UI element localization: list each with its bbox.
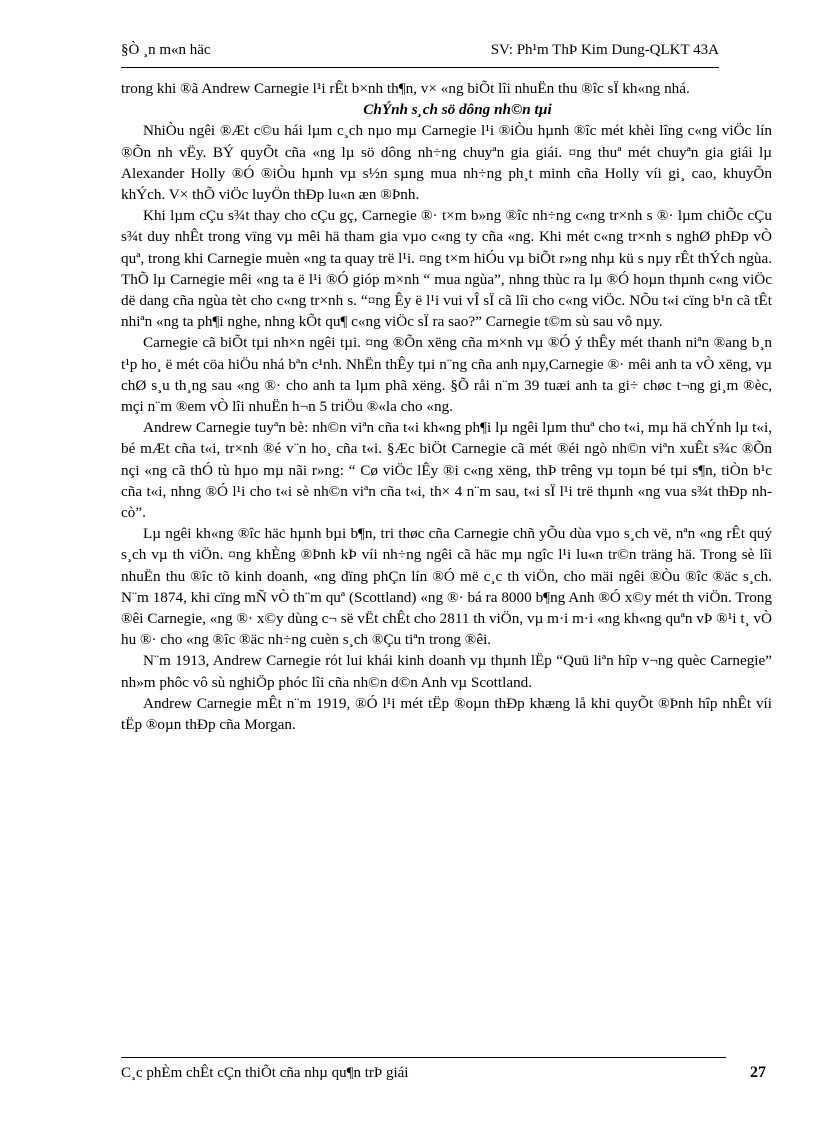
paragraph-3: Carnegie cã biÕt tµi nh×n ngêi tµi. ¤ng ®Õn xëng cña m×nh vµ ®Ó ý thÊy mét thanh niªn ®ang b¸n t¹p ho¸ ë mét cöa hiÖu nhá bªn c¹nh. NhËn thÊy tµi n¨ng cña anh nµy,Carnegie ®· mêi anh ta vÒ xëng, vµ chØ s¸u th¸ng sau «ng ®· cho anh ta lµm phã xëng. §Õ råi n¨m 39 tuæi anh ta gi÷ chøc t¬ng gi¸m ®èc, mçi n¨m ®em vÒ lîi nhuËn h¬n 5 triÖu ®«la cho «ng. <box>121 334 772 416</box>
paragraph-2: Khi lµm cÇu s¾t thay cho cÇu gç, Carnegie ®· t×m b»ng ®îc nh÷ng c«ng tr×nh s ®· lµm chiÕc cÇu s¾t duy nhÊt trong vïng vµ mêi hä tham gia vµo c«ng ty cña «ng. Khi mét c«ng tr×nh s nghØ phÐp vÒ quª, trong khi Carnegie muèn «ng ta quay trë l¹i. ¤ng t×m hiÓu vµ biÕt r»ng nhµ kü s nµy rÊt thÝch ngùa. ThÕ lµ Carnegie mêi «ng ta ë l¹i ®Ó gióp m×nh “ mua ngùa”, nhng thùc ra lµ ®Ó hoµn thµnh c«ng viÖc dë dang cña ngùa tèt cho c«ng tr×nh s. “¤ng Êy ë l¹i vui vÎ sÏ cã lîi cho c«ng viÖc. NÕu t«i cïng b¹n cã tÊt nhiªn «ng ta ph¶i nghe, nhng kÕt qu¶ c«ng viÖc sÏ ra sao?” Carnegie t©m sù sau vô nµy. <box>121 207 772 331</box>
paragraph-4: Andrew Carnegie tuyªn bè: nh©n viªn cña t«i kh«ng ph¶i lµ ngêi lµm thuª cho t«i, mµ hä chÝnh lµ t«i, bé mÆt cña t«i, tr×nh ®é v¨n ho¸ cña t«i. §Æc biÖt Carnegie cã mét ®éi ngò nh©n viªn xuÊt s¾c ®Õn nçi «ng cã thÓ tù hµo mµ nãi r»ng: “ Cø viÖc lÊy ®i c«ng xëng, thÞ trêng vµ toµn bé tµi s¶n, tiÒn b¹c cña t«i, nhng ®Ó l¹i cho t«i sè nh©n viªn cña t«i, th× 4 n¨m sau, t«i sÏ l¹i trë thµnh «ng vua s¾t thÐp nh cò”. <box>121 419 772 522</box>
opening-paragraph: trong khi ®ã Andrew Carnegie l¹i rÊt b×nh th¶n, v× «ng biÕt lîi nhuËn thu ®îc sÏ kh«ng nhá. <box>121 80 690 97</box>
footer-title: C¸c phÈm chÊt cÇn thiÕt cña nhµ qu¶n trÞ giái <box>121 1065 409 1081</box>
paragraph-7: Andrew Carnegie mÊt n¨m 1919, ®Ó l¹i mét tËp ®oµn thÐp khæng lå khi quyÕt ®Þnh hîp nhÊt víi tËp ®oµn thÐp cña Morgan. <box>121 694 772 734</box>
paragraph-1: NhiÒu ngêi ®Æt c©u hái lµm c¸ch nµo mµ Carnegie l¹i ®iÒu hµnh ®îc mét khèi lîng c«ng viÖc lín ®Õn nh vËy. BÝ quyÕt cña «ng lµ sö dông nh÷ng chuyªn gia giái. ¤ng thuª mét chuyªn gia giái lµ Alexander Holly ®Ó ®iÒu hµnh vµ s½n sµng mua nh÷ng ph¸t minh cña Holly víi gi¸ cao, khuyÕn khÝch. V× thÕ viÖc luyÖn thÐp lu«n æn ®Þnh. <box>121 122 772 204</box>
paragraph-5: Lµ ngêi kh«ng ®îc häc hµnh bµi b¶n, tri thøc cña Carnegie chñ yÕu dùa vµo s¸ch vë, nªn «ng rÊt quý s¸ch vµ th viÖn. ¤ng khÈng ®Þnh kÞ víi nh÷ng ngêi cã häc mµ ngîc l¹i lu«n tr©n träng hä. Trong sè lîi nhuËn thu ®îc tõ kinh doanh, «ng dïng phÇn lín ®Ó më c¸c th viÖn, cho mäi ngêi ®Òu ®îc ®äc s¸ch. N¨m 1874, khi cïng mÑ vÒ th¨m quª (Scottland) «ng ®· bá ra 8000 b¶ng Anh ®Ó x©y mét th viÖn. Trong ®êi Carnegie, «ng ®· x©y dùng c¬ së vËt chÊt cho 2811 th viÖn, vµ m·i m·i «ng kh«ng quªn vÞ ®¹i t¸ vÒ hu ®· cho «ng ®îc ®äc nh÷ng cuèn s¸ch ®Çu tiªn trong ®êi. <box>121 525 772 649</box>
header-divider <box>121 67 719 68</box>
page-number: 27 <box>750 1064 766 1081</box>
paragraph-6: N¨m 1913, Andrew Carnegie rót lui khái kinh doanh vµ thµnh lËp “Quü liªn hîp v¬ng quèc Carnegie” nh»m phôc vô sù nghiÖp phóc lîi cña nh©n d©n Anh vµ Scottland. <box>121 652 772 691</box>
footer-divider <box>121 1057 726 1058</box>
section-title: ChÝnh s¸ch sö dông nh©n tµi <box>363 101 552 119</box>
header-left-text: §Ò ¸n m«n häc <box>121 42 211 58</box>
body-text <box>121 78 772 735</box>
header-right-text: SV: Ph¹m ThÞ Kim Dung-QLKT 43A <box>490 42 719 58</box>
